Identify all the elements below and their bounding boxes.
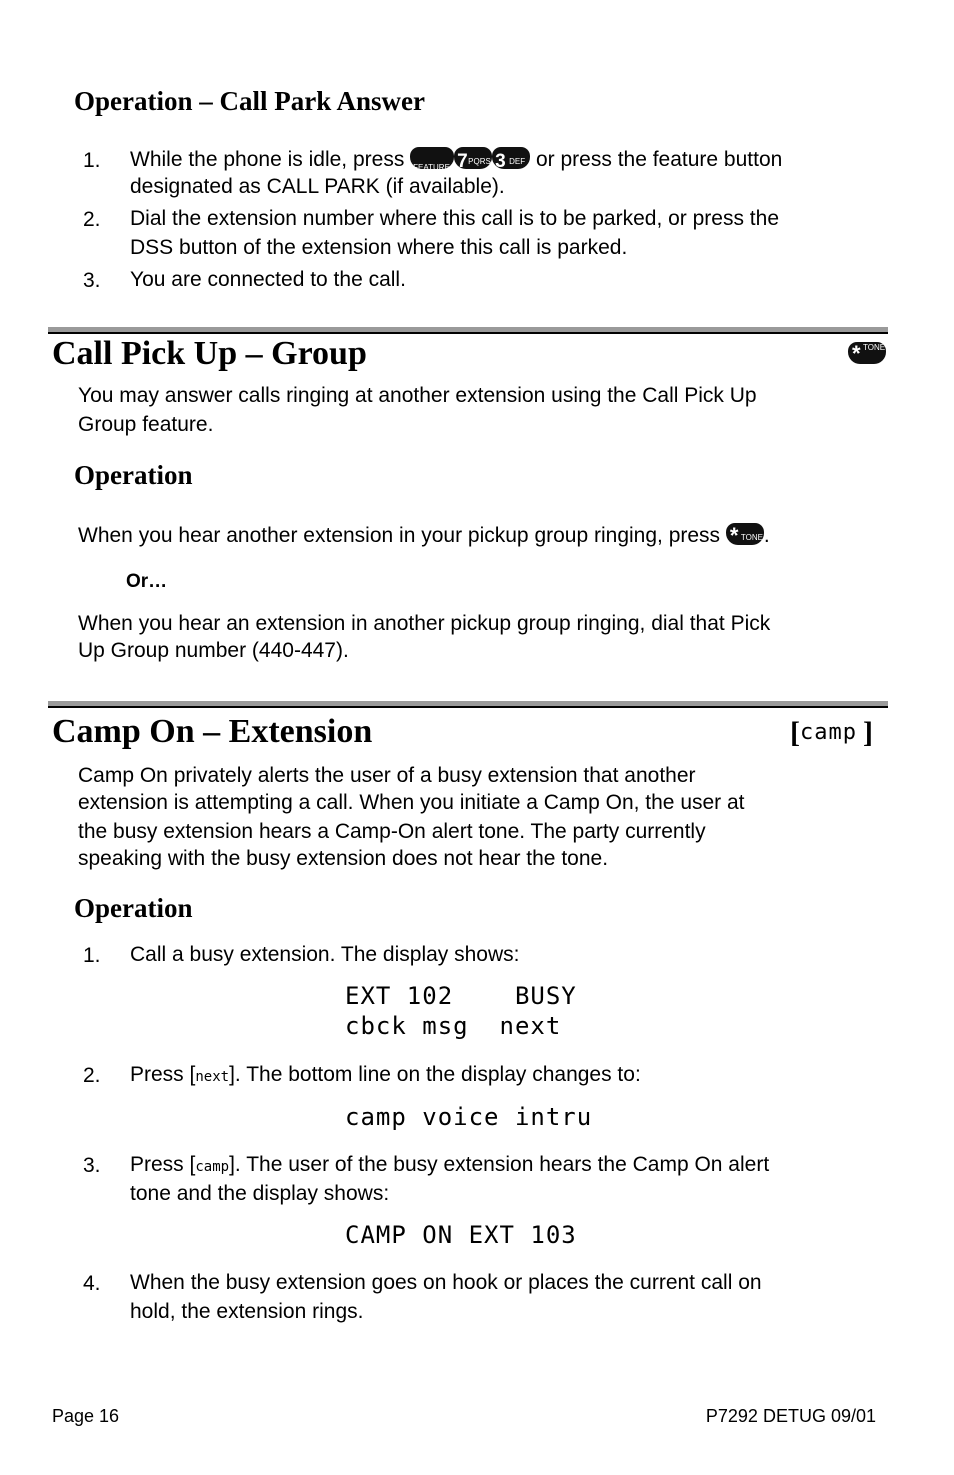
three-key-icon: 3 DEF bbox=[492, 147, 530, 169]
lcd-display-line: EXT 102 BUSY bbox=[345, 982, 577, 1010]
footer-page-number: Page 16 bbox=[52, 1406, 120, 1426]
pick-up-intro-line2: Group feature. bbox=[78, 413, 214, 436]
feature-key-icon: FEATURE bbox=[410, 147, 454, 169]
camp-intro-line1: Camp On privately alerts the user of a busy extension that another bbox=[78, 764, 696, 787]
camp-intro-line2: extension is attempting a call. When you initiate a Camp On, the user at bbox=[78, 791, 745, 814]
star-tone-key-icon: * TONE bbox=[726, 523, 764, 545]
camp-intro-line4: speaking with the busy extension does not hear the tone. bbox=[78, 847, 609, 870]
step-number: 2. bbox=[83, 208, 101, 231]
step-text: or press the feature button bbox=[536, 148, 783, 171]
step-number: 3. bbox=[83, 1154, 101, 1177]
section-title-call-pick-up: Call Pick Up – Group bbox=[52, 335, 367, 372]
camp-softkey-tag: [camp ] bbox=[790, 716, 873, 749]
camp-intro-line3: the busy extension hears a Camp-On alert tone. The party currently bbox=[78, 820, 706, 843]
call-park-step-1-line2: designated as CALL PARK (if available). bbox=[130, 175, 505, 198]
or-label: Or… bbox=[126, 571, 168, 592]
lcd-display-line: camp voice intru bbox=[345, 1103, 593, 1131]
pick-up-para2-line1: When you hear an extension in another pickup group ringing, dial that Pick bbox=[78, 612, 771, 635]
step-number: 3. bbox=[83, 269, 101, 292]
camp-step-4-line1: When the busy extension goes on hook or places the current call on bbox=[130, 1271, 762, 1294]
next-softkey-label: next bbox=[195, 1069, 230, 1085]
camp-softkey-label: camp bbox=[800, 720, 857, 745]
section-divider bbox=[48, 701, 888, 708]
call-park-step-3: You are connected to the call. bbox=[130, 268, 406, 291]
section-title-camp-on: Camp On – Extension bbox=[52, 713, 373, 750]
call-park-step-2-line1: Dial the extension number where this call is to be parked, or press the bbox=[130, 207, 780, 230]
step-text: While the phone is idle, press bbox=[130, 148, 405, 171]
camp-step-4-line2: hold, the extension rings. bbox=[130, 1300, 364, 1323]
section-divider bbox=[48, 327, 888, 334]
lcd-display-line: CAMP ON EXT 103 bbox=[345, 1221, 577, 1249]
step-number: 1. bbox=[83, 944, 101, 967]
step-number: 4. bbox=[83, 1272, 101, 1295]
pick-up-para2-line2: Up Group number (440-447). bbox=[78, 639, 349, 662]
step-number: 1. bbox=[83, 149, 101, 172]
pick-up-intro-line1: You may answer calls ringing at another extension using the Call Pick Up bbox=[78, 384, 757, 407]
call-park-step-1 bbox=[130, 146, 782, 174]
lcd-display-line: cbck msg next bbox=[345, 1012, 562, 1040]
star-tone-key-icon: * TONE bbox=[848, 342, 886, 364]
camp-softkey-label: camp bbox=[195, 1159, 230, 1175]
call-park-step-2-line2: DSS button of the extension where this call is parked. bbox=[130, 236, 628, 259]
step-number: 2. bbox=[83, 1064, 101, 1087]
operation-heading: Operation bbox=[74, 893, 193, 923]
para-text: When you hear another extension in your pickup group ringing, press bbox=[78, 524, 721, 547]
pick-up-para1 bbox=[78, 522, 770, 550]
camp-step-1: Call a busy extension. The display shows: bbox=[130, 943, 520, 966]
camp-step-3-line2: tone and the display shows: bbox=[130, 1182, 390, 1205]
footer-doc-id: P7292 DETUG 09/01 bbox=[705, 1406, 876, 1426]
section-heading-call-park-answer: Operation – Call Park Answer bbox=[74, 86, 425, 116]
camp-step-3: Press [camp]. The user of the busy extension hears the Camp On alert bbox=[130, 1153, 770, 1176]
seven-key-icon: 7 PQRS bbox=[454, 147, 492, 169]
para-end: . bbox=[763, 524, 770, 547]
operation-heading: Operation bbox=[74, 460, 193, 490]
camp-step-2: Press [next]. The bottom line on the display changes to: bbox=[130, 1063, 641, 1086]
